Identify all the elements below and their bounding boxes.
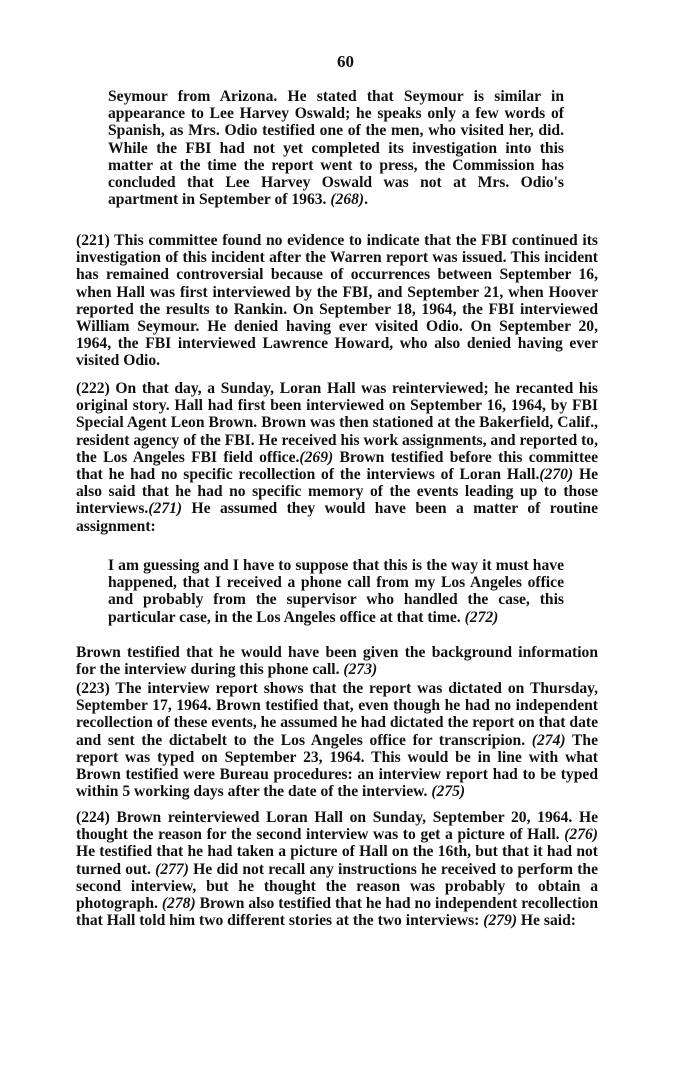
text-segment: He testified that he had taken a picture of Hall on the 16th, but that it had not turned out.: [76, 843, 598, 878]
block-quote-commission-finding: [108, 88, 564, 208]
footnote-reference: (276): [564, 826, 598, 844]
footnote-reference: (269): [299, 448, 334, 466]
footnote-reference: (272): [464, 608, 499, 626]
text-segment: Brown testified before this committee that he had no specific recollection of the interviews of Loran Hall.: [76, 448, 598, 484]
text-segment: .: [364, 191, 369, 209]
paragraph-224: [76, 809, 598, 929]
text-segment: (222) On that day, a Sunday, Loran Hall was reinterviewed; he recanted his original story. Hall had first been interviewed on September 16, 1964, by FBI Special Agent Leon Brown. Brown was then stationed at the Bakerfield, Calif., resident agency of the FBI. He received his work assignments, and reported to, the Los Angeles FBI field office.: [76, 380, 598, 466]
text-segment: He also said that he had no specific memory of the events leading up to those interviews.: [76, 466, 598, 518]
text-segment: He assumed they would have been a matter of routine assignment:: [76, 500, 598, 535]
paragraph-brown-background: [76, 644, 598, 678]
footnote-reference: (270): [539, 466, 574, 484]
paragraph-221: [76, 232, 598, 370]
text-segment: I am guessing and I have to suppose that this is the way it must have happened, that I received a phone call from my Los Angeles office and probably from the supervisor who handled the case, this particular case, in the Los Angeles office at that time.: [108, 557, 564, 626]
footnote-reference: (275): [431, 783, 466, 801]
footnote-reference: (278): [161, 895, 196, 913]
footnote-reference: (277): [155, 860, 189, 878]
footnote-reference: (268): [330, 191, 365, 209]
text-segment: (223) The interview report shows that the report was dictated on Thursday, September 17, 1964. Brown testified that, even though he had no independent recollection of these events, he assumed he had dictated the report on that date and sent the dictabelt to the Los Angeles office for transcripion.: [76, 680, 598, 749]
footnote-reference: (273): [343, 661, 378, 679]
text-segment: He did not recall any instructions he received to perform the second interview, but he thought the reason was probably to obtain a photograph.: [76, 860, 598, 913]
text-segment: Brown also testified that he had no independent recollection that Hall told him two different stories at the two interviews:: [76, 895, 599, 930]
text-segment: Brown testified that he would have been given the background information for the interview during this phone call.: [76, 644, 598, 679]
footnote-reference: (271): [148, 500, 183, 518]
text-segment: The report was typed on September 23, 1964. This would be in line with what Brown testified were Bureau procedures: an interview report had to be typed within 5 working days after the date of the interview.: [76, 731, 598, 801]
footnote-reference: (279): [483, 912, 518, 930]
text-segment: He said:: [517, 912, 576, 930]
text-segment: (221) This committee found no evidence to indicate that the FBI continued its investigation of this incident after the Warren report was issued. This incident has remained controversial because of occurrences between September 16, when Hall was first interviewed by the FBI, and September 21, when Hoover reported the results to Rankin. On September 18, 1964, the FBI interviewed William Seymour. He denied having ever visited Odio. On September 20, 1964, the FBI interviewed Lawrence Howard, who also denied having ever visited Odio.: [76, 232, 598, 370]
page-number: 60: [337, 52, 354, 71]
paragraph-222: [76, 380, 598, 535]
text-segment: Seymour from Arizona. He stated that Seymour is similar in appearance to Lee Harvey Oswald; he speaks only a few words of Spanish, as Mrs. Odio testified one of the men, who visited her, did. While the FBI had not yet completed its investigation into this matter at the time the report went to press, the Commission has concluded that Lee Harvey Oswald was not at Mrs. Odio's apartment in September of 1963.: [108, 88, 564, 209]
text-segment: (224) Brown reinterviewed Loran Hall on Sunday, September 20, 1964. He thought the reason for the second interview was to get a picture of Hall.: [76, 809, 598, 844]
block-quote-brown-testimony: [108, 557, 564, 626]
paragraph-223: [76, 680, 598, 800]
footnote-reference: (274): [531, 731, 566, 749]
